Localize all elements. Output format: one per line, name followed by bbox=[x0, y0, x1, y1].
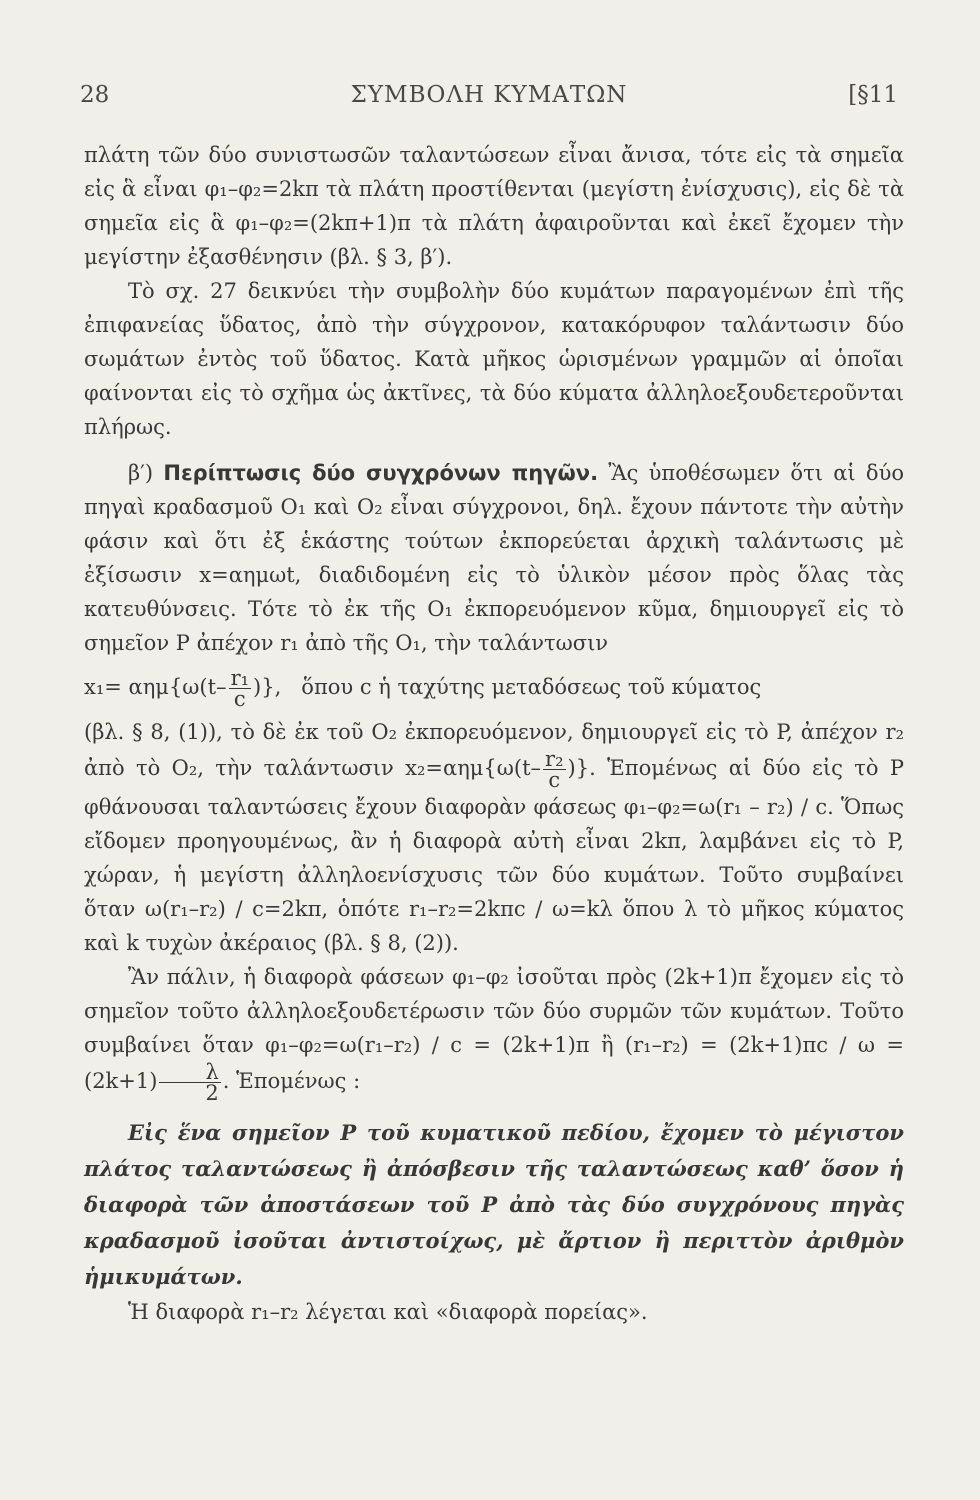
paragraph-3 bbox=[84, 456, 904, 660]
paragraph-5a: Ἂν πάλιν, ἡ διαφορὰ φάσεων φ₁–φ₂ ἰσοῦται πρὸς (2k+1)π ἔχομεν εἰς τὸ σημεῖον τοῦτο ἀλληλοεξουδετέρωσιν τῶν δύο συρμῶν τῶν κυμάτων. Τοῦτο συμβαίνει ὅταν φ₁–φ₂=ω(r₁–r₂) / c = (2k+1)π ἢ (r₁–r₂) = (2k+1)πc / ω = (2k+1) bbox=[84, 965, 904, 1093]
paragraph-1: πλάτη τῶν δύο συνιστωσῶν ταλαντώσεων εἶναι ἄνισα, τότε εἰς τὰ σημεῖα εἰς ἃ εἶναι φ₁–φ₂=2kπ τὰ πλάτη προστίθενται (μεγίστη ἐνίσχυσις), εἰς δὲ τὰ σημεῖα εἰς ἃ φ₁–φ₂=(2kπ+1)π τὰ πλάτη ἀφαιροῦνται καὶ ἐκεῖ ἔχομεν τὴν μεγίστην ἐξασθένησιν (βλ. § 3, β′). bbox=[84, 143, 904, 269]
paragraph-4 bbox=[84, 715, 904, 960]
page-number: 28 bbox=[80, 82, 110, 108]
equation-1-line bbox=[84, 668, 904, 709]
section-marker: [§11 bbox=[848, 82, 898, 108]
equation-1-right: )}, bbox=[253, 675, 282, 699]
emphasized-rule: Εἰς ἕνα σημεῖον P τοῦ κυματικοῦ πεδίου, ἔχομεν τὸ μέγιστον πλάτος ταλαντώσεως ἢ ἀπόσβεσιν τῆς ταλαντώσεως καθ’ ὅσον ἡ διαφορὰ τῶν ἀποστάσεων τοῦ P ἀπὸ τὰς δύο συγχρόνους πηγὰς κραδασμοῦ ἰσοῦται ἀντιστοίχως, μὲ ἄρτιον ἢ περιττὸν ἀριθμὸν ἡμικυμάτων. bbox=[84, 1120, 904, 1289]
fraction-r1-over-c bbox=[229, 668, 251, 709]
paragraph-3-text: Ἂς ὑποθέσωμεν ὅτι αἱ δύο πηγαὶ κραδασμοῦ O₁ καὶ O₂ εἶναι σύγχρονοι, δηλ. ἔχουν πάντοτε τὴν αὐτὴν φάσιν καὶ ὅτι ἐξ ἑκάστης τούτων ἐκπορεύεται ἀρχικὴ ταλάντωσις μὲ ἐξίσωσιν x=αημωt, διαδιδομένη εἰς τὸ ὑλικὸν μέσον πρὸς ὅλας τὰς κατευθύνσεις. Τότε τὸ ἐκ τῆς O₁ ἐκπορευόμενον κῦμα, δημιουργεῖ εἰς τὸ σημεῖον P ἀπέχον r₁ ἀπὸ τῆς O₁, τὴν ταλάντωσιν bbox=[84, 461, 904, 655]
fraction-numerator: r₂ bbox=[545, 747, 564, 771]
fraction-lambda-over-2 bbox=[159, 1062, 220, 1103]
fraction-denominator: c bbox=[548, 768, 561, 792]
fraction-denominator: 2 bbox=[205, 1081, 219, 1105]
running-title: ΣΥΜΒΟΛΗ ΚΥΜΑΤΩΝ bbox=[350, 82, 628, 108]
paragraph-4b: )}. Ἑπομένως αἱ δύο εἰς τὸ P φθάνουσαι ταλαντώσεις ἔχουν διαφορὰν φάσεως φ₁–φ₂=ω(r₁ – r₂) / c. Ὅπως εἴδομεν προηγουμένως, ἂν ἡ διαφορὰ αὐτὴ εἶναι 2kπ, λαμβάνει εἰς τὸ P, χώραν, ἡ μεγίστη ἀλληλοενίσχυσις τῶν δύο κυμάτων. Τοῦτο συμβαίνει ὅταν ω(r₁–r₂) / c=2kπ, ὁπότε r₁–r₂=2kπc / ω=kλ ὅπου λ τὸ μῆκος κύματος καὶ k τυχὼν ἀκέραιος (βλ. § 8, (2)). bbox=[84, 756, 904, 955]
subsection-heading: Περίπτωσις δύο συγχρόνων πηγῶν. bbox=[163, 461, 599, 485]
equation-1-text: ὅπου c ἡ ταχύτης μεταδόσεως τοῦ κύματος bbox=[301, 675, 762, 699]
running-header bbox=[80, 82, 898, 122]
fraction-r2-over-c bbox=[543, 749, 565, 790]
body-text bbox=[84, 138, 904, 1329]
paragraph-2: Τὸ σχ. 27 δεικνύει τὴν συμβολὴν δύο κυμάτων παραγομένων ἐπὶ τῆς ἐπιφανείας ὕδατος, ἀπὸ τὴν σύγχρονον, κατακόρυφον ταλάντωσιν δύο σωμάτων ἐντὸς τοῦ ὕδατος. Κατὰ μῆκος ὡρισμένων γραμμῶν αἱ ὁποῖαι φαίνονται εἰς τὸ σχῆμα ὡς ἀκτῖνες, τὰ δύο κύματα ἀλληλοεξουδετεροῦνται πλήρως. bbox=[84, 279, 904, 439]
paragraph-4a: (βλ. § 8, (1)), τὸ δὲ ἐκ τοῦ O₂ ἐκπορευόμενον, δημιουργεῖ εἰς τὸ P, ἀπέχον r₂ ἀπὸ τὸ O₂, τὴν ταλάντωσιν x₂=αημ{ω(t– bbox=[84, 720, 904, 780]
subsection-label: β′) bbox=[128, 461, 154, 485]
fraction-numerator: r₁ bbox=[230, 666, 250, 690]
paragraph-7: Ἡ διαφορὰ r₁–r₂ λέγεται καὶ «διαφορὰ πορείας». bbox=[128, 1300, 648, 1324]
fraction-denominator: c bbox=[233, 687, 246, 711]
paragraph-5b: . Ἑπομένως : bbox=[222, 1069, 361, 1093]
fraction-numerator: λ bbox=[159, 1062, 220, 1083]
equation-1-left: x₁= αημ{ω(t– bbox=[84, 675, 227, 699]
paragraph-5 bbox=[84, 960, 904, 1103]
